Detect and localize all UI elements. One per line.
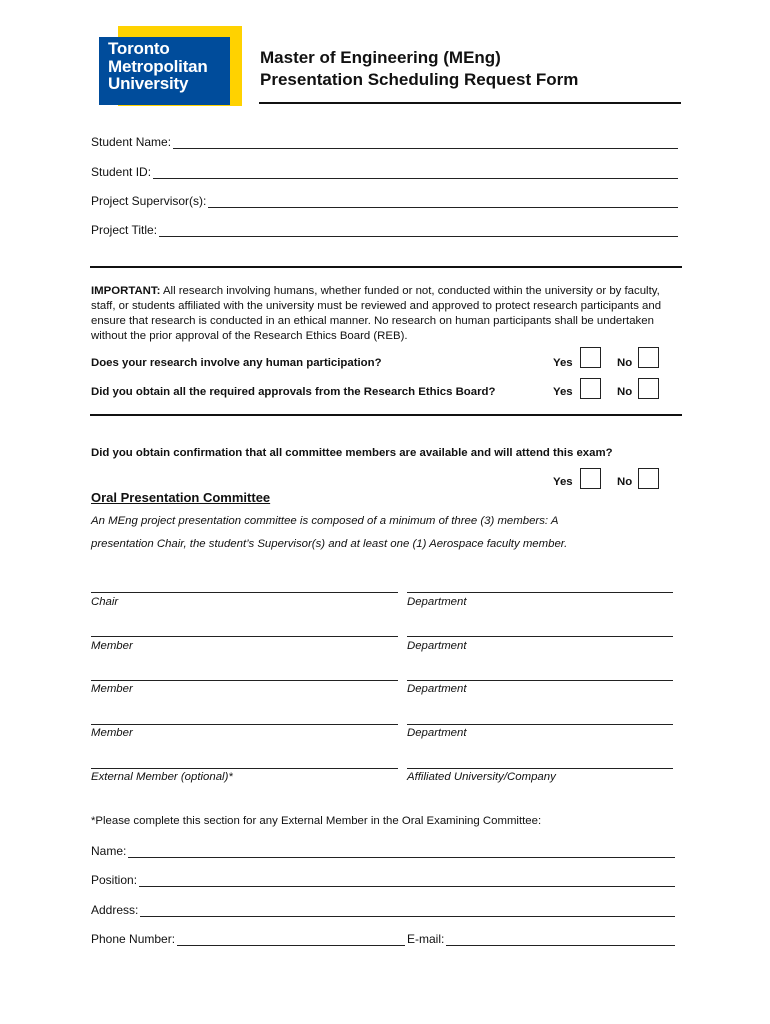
member-2-department-line[interactable] xyxy=(407,680,673,681)
project-title-label: Project Title: xyxy=(91,223,158,237)
member-3-department-line[interactable] xyxy=(407,724,673,725)
q3-no-label: No xyxy=(617,476,633,488)
project-title-line[interactable] xyxy=(159,226,678,237)
external-email-label: E-mail: xyxy=(407,932,445,946)
title-line-2: Presentation Scheduling Request Form xyxy=(260,70,579,89)
student-id-field[interactable] xyxy=(91,165,678,179)
external-phone-line[interactable] xyxy=(177,935,405,946)
affiliation-line[interactable] xyxy=(407,768,673,769)
section-divider-1 xyxy=(90,266,682,268)
question-reb-approval: Did you obtain all the required approvals from the Research Ethics Board? xyxy=(91,386,496,398)
question-committee-confirmation: Did you obtain confirmation that all committee members are available and will attend this exam? xyxy=(91,447,613,459)
title-divider xyxy=(259,102,681,104)
important-text: All research involving humans, whether funded or not, conducted within the university or by faculty, staff, or students affiliated with the university must be reviewed and approved to protect research participants and ensure that research is conducted in an ethical manner. No research on human participants shall be undertaken without the prior approval of the Research Ethics Board (REB). xyxy=(91,285,662,342)
external-email-line[interactable] xyxy=(446,935,675,946)
student-name-field[interactable] xyxy=(91,135,678,149)
external-phone-label: Phone Number: xyxy=(91,932,176,946)
student-name-label: Student Name: xyxy=(91,135,172,149)
external-email-field[interactable] xyxy=(407,932,675,946)
section-divider-2 xyxy=(90,414,682,416)
member-1-label: Member xyxy=(91,640,133,652)
member-1-department-line[interactable] xyxy=(407,636,673,637)
external-name-field[interactable] xyxy=(91,844,675,858)
title-line-1: Master of Engineering (MEng) xyxy=(260,48,501,67)
project-supervisor-field[interactable] xyxy=(91,194,678,208)
q2-no-label: No xyxy=(617,386,633,398)
important-label: IMPORTANT: xyxy=(91,285,161,297)
chair-label: Chair xyxy=(91,596,119,608)
project-supervisor-line[interactable] xyxy=(208,197,678,208)
external-phone-field[interactable] xyxy=(91,932,405,946)
external-address-label: Address: xyxy=(91,903,139,917)
important-notice xyxy=(91,284,686,344)
logo-text xyxy=(108,40,208,93)
logo-line-2: Metropolitan xyxy=(108,56,208,76)
member-1-department-label: Department xyxy=(407,640,467,652)
q1-no-checkbox[interactable] xyxy=(638,347,659,368)
member-3-line[interactable] xyxy=(91,724,398,725)
logo-line-1: Toronto xyxy=(108,39,170,58)
chair-department-line[interactable] xyxy=(407,592,673,593)
student-id-label: Student ID: xyxy=(91,165,152,179)
external-member-note: *Please complete this section for any External Member in the Oral Examining Committee: xyxy=(91,815,542,827)
project-title-field[interactable] xyxy=(91,223,678,237)
external-address-line[interactable] xyxy=(140,906,675,917)
external-position-label: Position: xyxy=(91,873,138,887)
q2-yes-checkbox[interactable] xyxy=(580,378,601,399)
student-id-line[interactable] xyxy=(153,168,678,179)
form-title xyxy=(260,47,578,91)
q3-yes-checkbox[interactable] xyxy=(580,468,601,489)
question-human-participation: Does your research involve any human participation? xyxy=(91,357,382,369)
logo-line-3: University xyxy=(108,74,189,93)
committee-description-line-2: presentation Chair, the student’s Supervisor(s) and at least one (1) Aerospace faculty member. xyxy=(91,538,568,550)
external-address-field[interactable] xyxy=(91,903,675,917)
member-2-line[interactable] xyxy=(91,680,398,681)
member-2-department-label: Department xyxy=(407,683,467,695)
member-3-department-label: Department xyxy=(407,727,467,739)
q2-no-checkbox[interactable] xyxy=(638,378,659,399)
q3-yes-label: Yes xyxy=(553,476,573,488)
q1-yes-checkbox[interactable] xyxy=(580,347,601,368)
affiliation-label: Affiliated University/Company xyxy=(407,771,556,783)
external-position-field[interactable] xyxy=(91,873,675,887)
external-name-label: Name: xyxy=(91,844,127,858)
chair-department-label: Department xyxy=(407,596,467,608)
q1-yes-label: Yes xyxy=(553,357,573,369)
student-name-line[interactable] xyxy=(173,138,678,149)
q2-yes-label: Yes xyxy=(553,386,573,398)
committee-description-line-1: An MEng project presentation committee is composed of a minimum of three (3) members: A xyxy=(91,515,559,527)
member-2-label: Member xyxy=(91,683,133,695)
chair-line[interactable] xyxy=(91,592,398,593)
external-name-line[interactable] xyxy=(128,847,675,858)
q1-no-label: No xyxy=(617,357,633,369)
q3-no-checkbox[interactable] xyxy=(638,468,659,489)
committee-heading: Oral Presentation Committee xyxy=(91,490,271,505)
member-1-line[interactable] xyxy=(91,636,398,637)
external-member-label: External Member (optional)* xyxy=(91,771,233,783)
project-supervisor-label: Project Supervisor(s): xyxy=(91,194,207,208)
member-3-label: Member xyxy=(91,727,133,739)
external-member-line[interactable] xyxy=(91,768,398,769)
external-position-line[interactable] xyxy=(139,876,675,887)
